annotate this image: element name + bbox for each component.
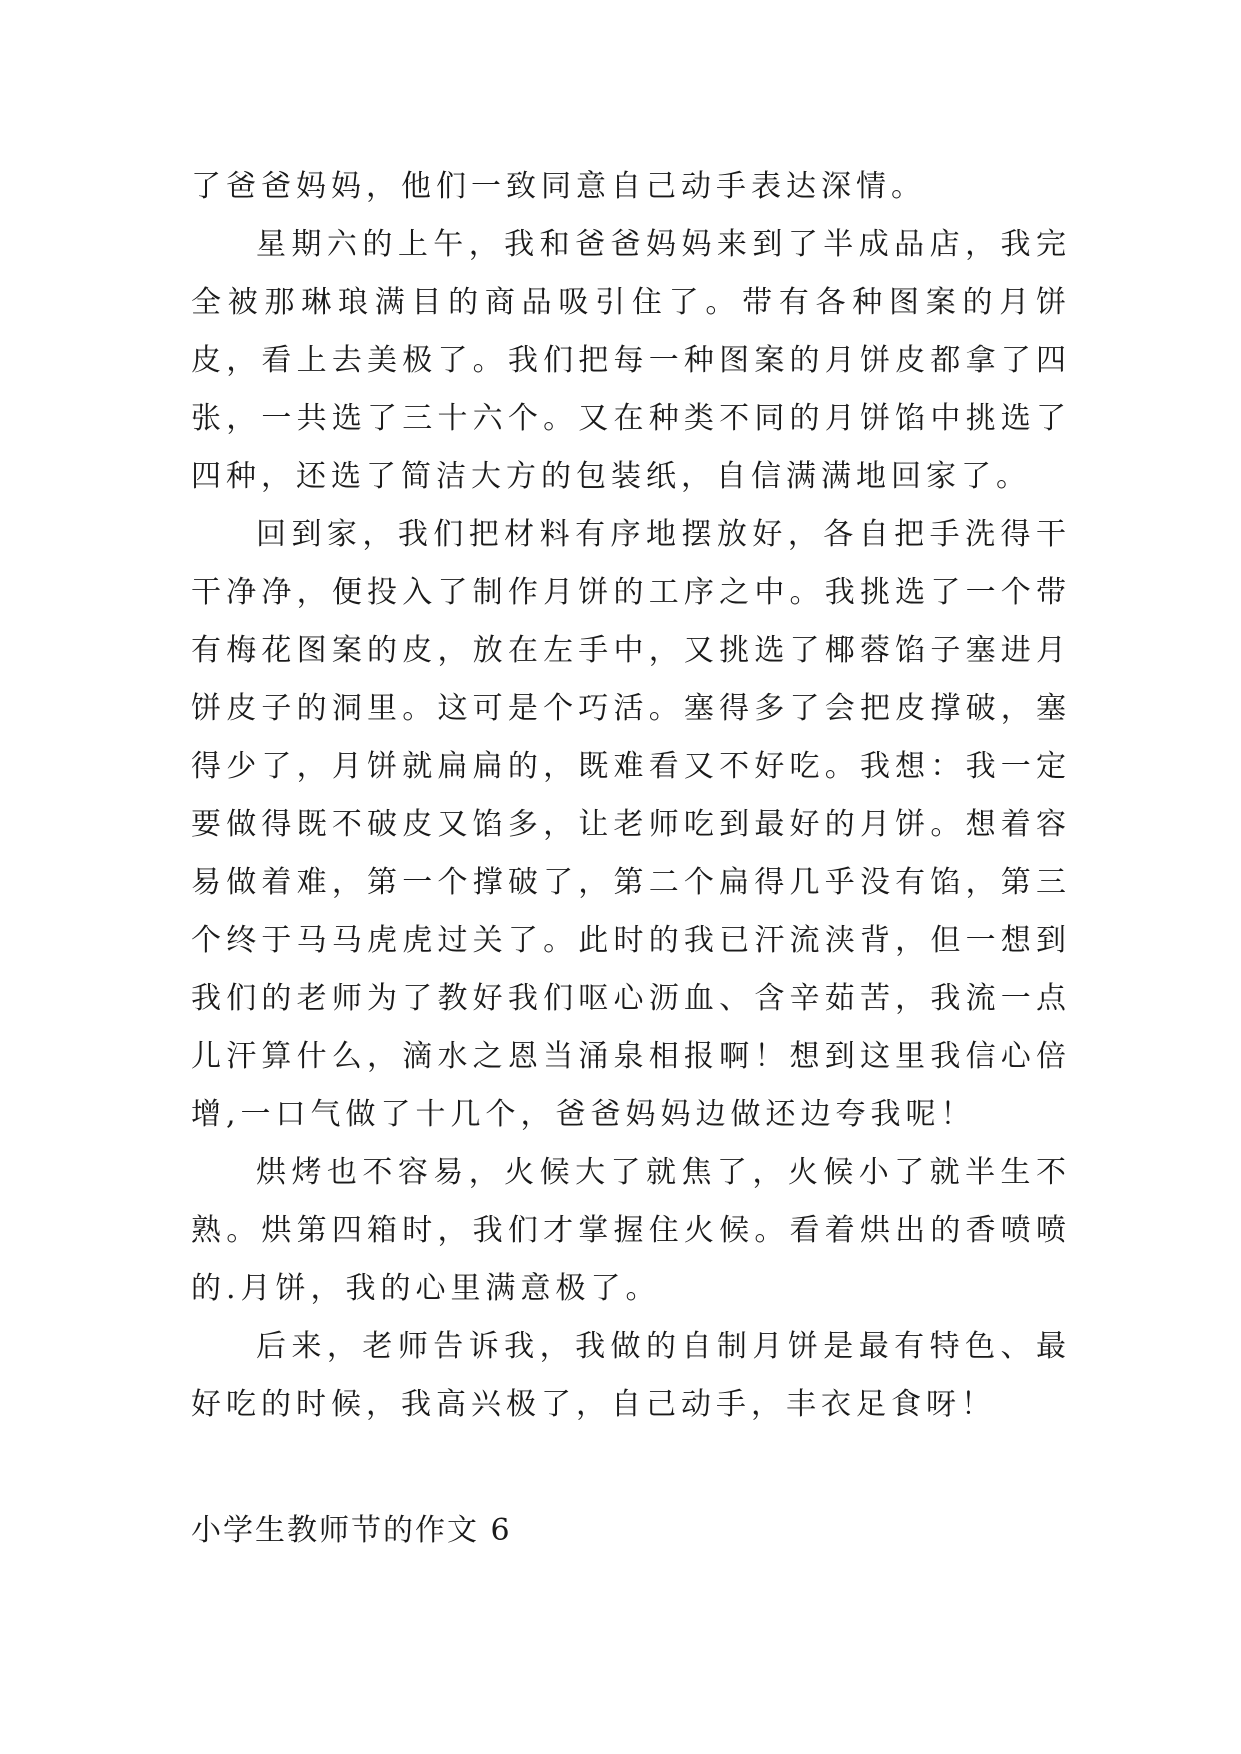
document-body bbox=[191, 158, 1071, 1434]
paragraph-3: 回到家，我们把材料有序地摆放好，各自把手洗得干干净净，便投入了制作月饼的工序之中。我挑选了一个带有梅花图案的皮，放在左手中，又挑选了椰蓉馅子塞进月饼皮子的洞里。这可是个巧活。塞得多了会把皮撑破，塞得少了，月饼就扁扁的，既难看又不好吃。我想：我一定要做得既不破皮又馅多，让老师吃到最好的月饼。想着容易做着难，第一个撑破了，第二个扁得几乎没有馅，第三个终于马马虎虎过关了。此时的我已汗流浃背，但一想到我们的老师为了教好我们呕心沥血、含辛茹苦，我流一点儿汗算什么，滴水之恩当涌泉相报啊！想到这里我信心倍增,一口气做了十几个，爸爸妈妈边做还边夸我呢！ bbox=[191, 517, 1071, 1132]
paragraph-4: 烘烤也不容易，火候大了就焦了，火候小了就半生不熟。烘第四箱时，我们才掌握住火候。看着烘出的香喷喷的.月饼，我的心里满意极了。 bbox=[191, 1155, 1071, 1306]
paragraph-1: 了爸爸妈妈，他们一致同意自己动手表达深情。 bbox=[191, 169, 926, 204]
paragraph-2: 星期六的上午，我和爸爸妈妈来到了半成品店，我完全被那琳琅满目的商品吸引住了。带有各种图案的月饼皮，看上去美极了。我们把每一种图案的月饼皮都拿了四张，一共选了三十六个。又在种类不同的月饼馅中挑选了四种，还选了简洁大方的包装纸，自信满满地回家了。 bbox=[191, 227, 1071, 494]
paragraph-5: 后来，老师告诉我，我做的自制月饼是最有特色、最好吃的时候，我高兴极了，自己动手，丰衣足食呀！ bbox=[191, 1329, 1071, 1422]
section-title: 小学生教师节的作文 6 bbox=[191, 1513, 512, 1548]
